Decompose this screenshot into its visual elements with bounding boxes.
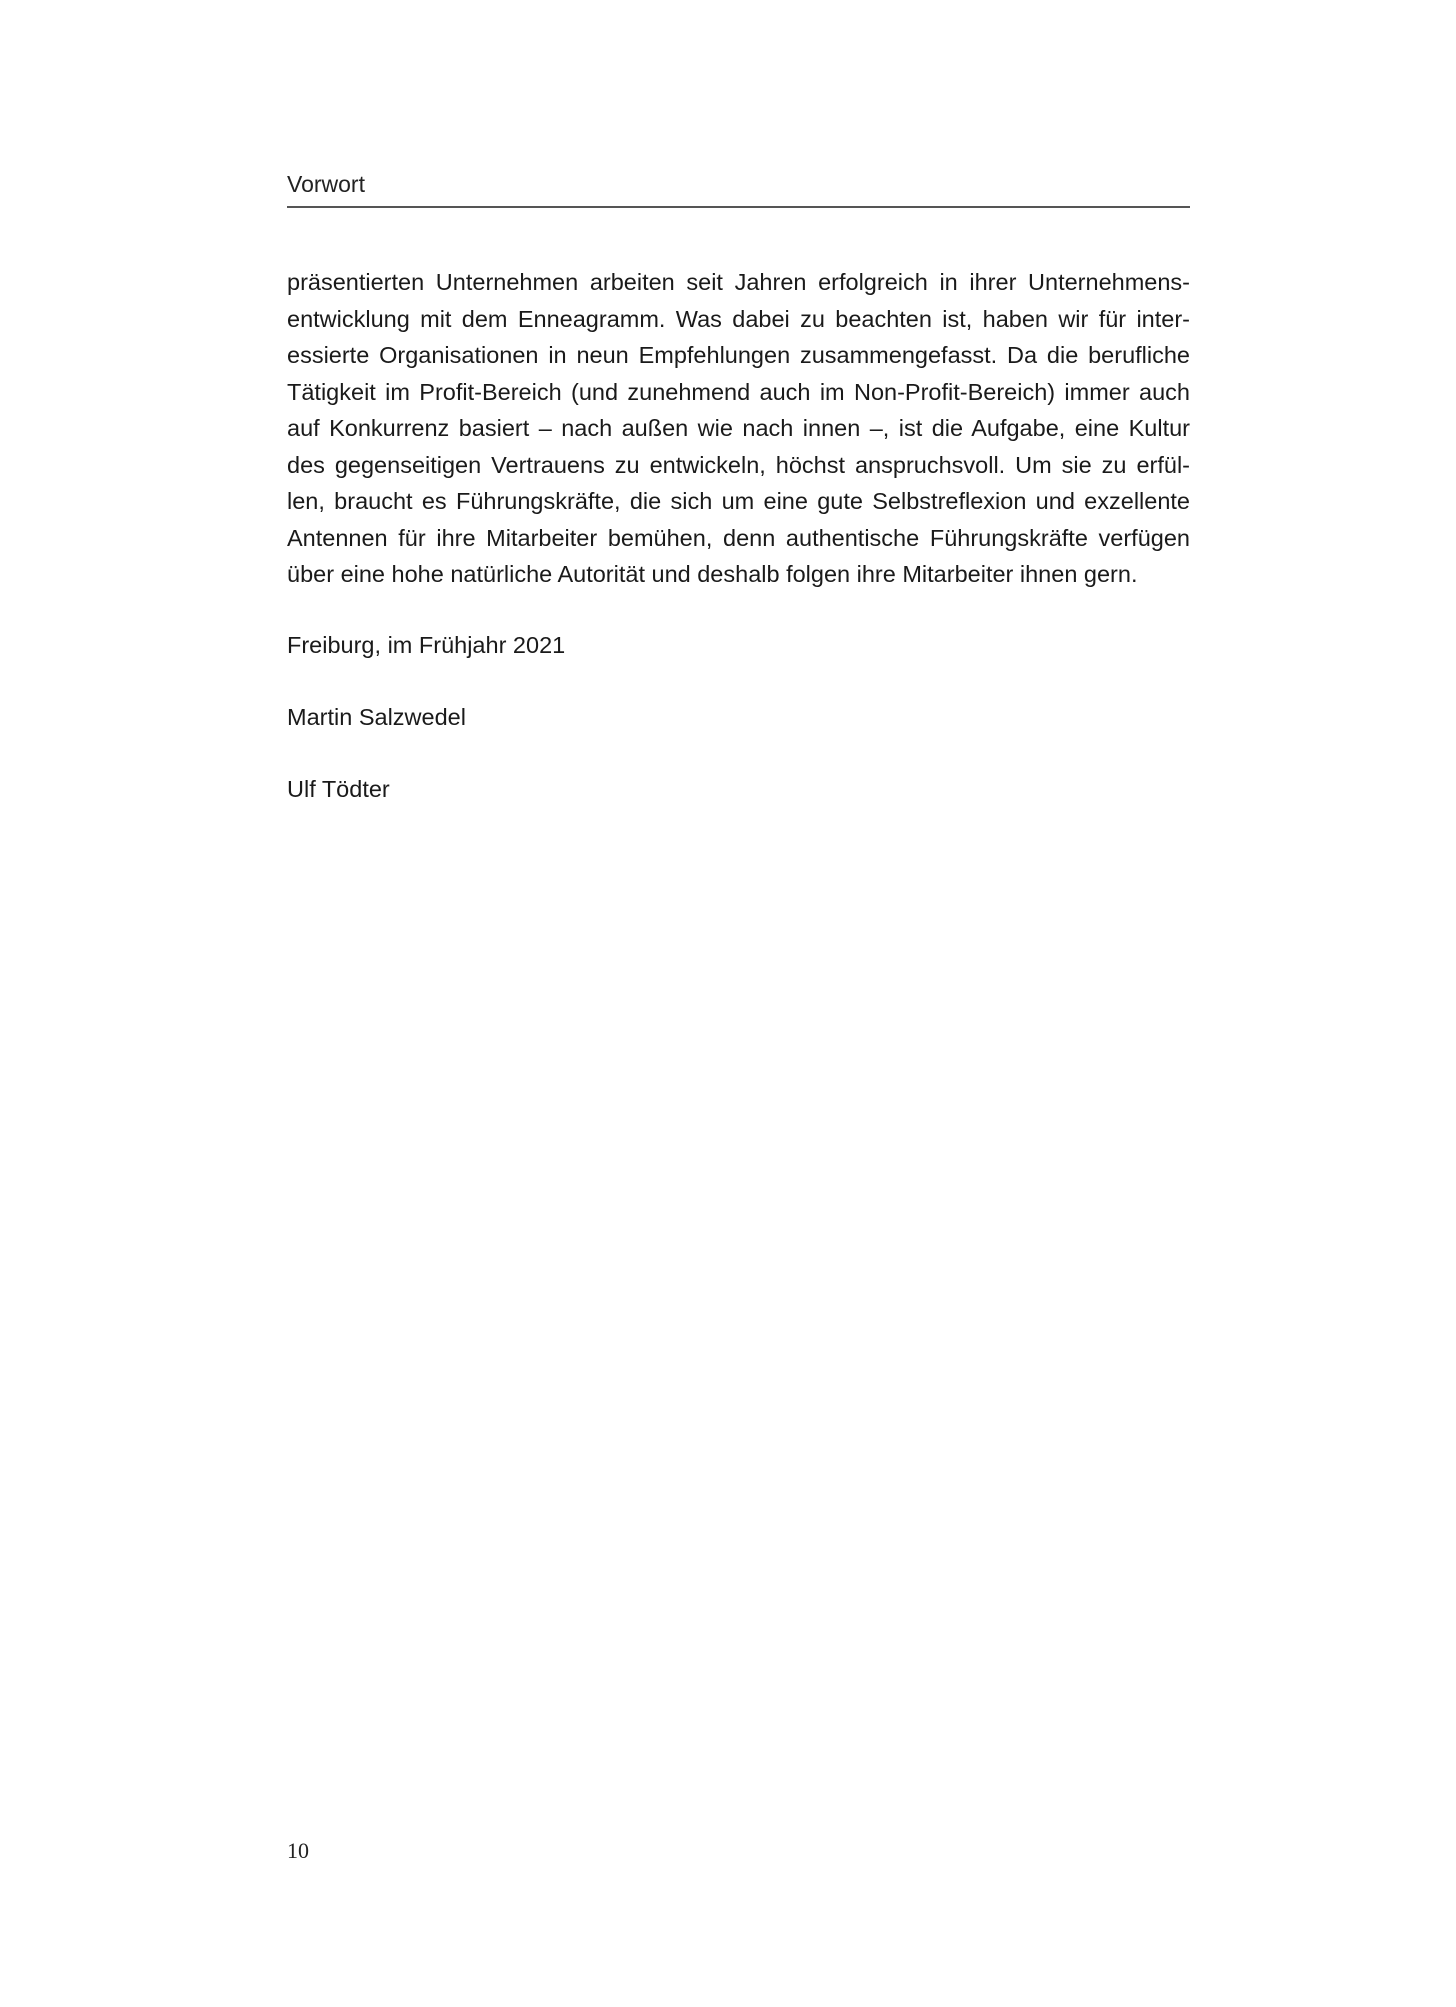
place-date: Freiburg, im Frühjahr 2021 <box>287 632 566 658</box>
running-header-title: Vorwort <box>287 171 365 197</box>
paragraph-line: Antennen für ihre Mitarbeiter bemühen, denn authentische Führungskräfte verfügen <box>287 524 1190 551</box>
paragraph-line: über eine hohe natürliche Autorität und deshalb folgen ihre Mitarbeiter ihnen gern. <box>287 561 1138 587</box>
author-name: Martin Salzwedel <box>287 704 466 730</box>
paragraph-line: Tätigkeit im Profit-Bereich (und zunehmend auch im Non-Profit-Bereich) immer auch <box>287 378 1190 405</box>
paragraph-line: präsentierten Unternehmen arbeiten seit Jahren erfolgreich in ihrer Unternehmens- <box>287 269 1190 295</box>
page-number: 10 <box>287 1838 309 1863</box>
author-name: Ulf Tödter <box>287 776 390 802</box>
paragraph-line: entwicklung mit dem Enneagramm. Was dabei zu beachten ist, haben wir für inter- <box>287 305 1190 332</box>
header-divider <box>287 206 1190 208</box>
paragraph-line: len, braucht es Führungskräfte, die sich um eine gute Selbstreflexion und exzellente <box>287 488 1190 514</box>
body-paragraph <box>287 264 1190 593</box>
paragraph-line: essierte Organisationen in neun Empfehlungen zusammengefasst. Da die berufliche <box>287 342 1190 368</box>
paragraph-line: des gegenseitigen Vertrauens zu entwickeln, höchst anspruchsvoll. Um sie zu erfül- <box>287 451 1190 478</box>
paragraph-line: auf Konkurrenz basiert – nach außen wie nach innen –, ist die Aufgabe, eine Kultur <box>287 415 1190 441</box>
